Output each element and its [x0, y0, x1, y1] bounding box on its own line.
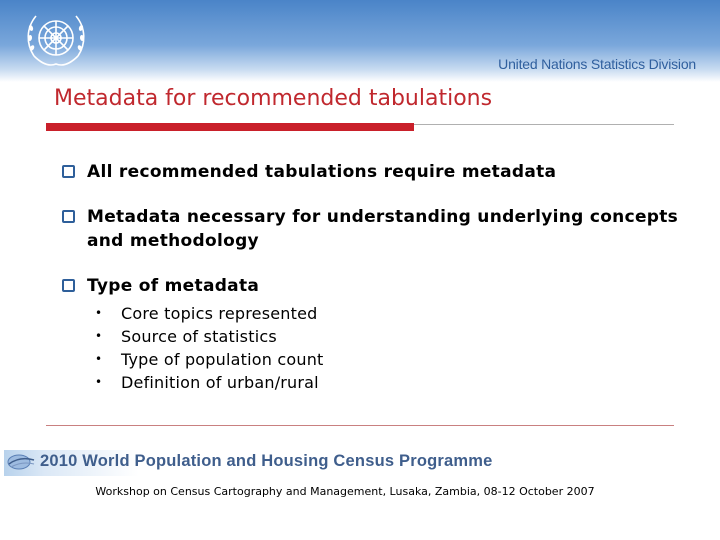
sub-bullet-text: Type of population count [121, 350, 324, 369]
bullet-dot-icon: • [95, 352, 103, 366]
bullet-dot-icon: • [95, 306, 103, 320]
sub-bullet-item [95, 325, 702, 348]
bullet-list [62, 160, 702, 394]
bullet-item [62, 274, 702, 394]
workshop-caption: Workshop on Census Cartography and Management, Lusaka, Zambia, 08-12 October 2007 [95, 485, 595, 498]
organization-name: United Nations Statistics Division [498, 56, 696, 72]
sub-bullet-item [95, 348, 702, 371]
checkbox-bullet-icon [62, 210, 75, 223]
bullet-text: Metadata necessary for understanding underlying concepts and methodology [87, 207, 679, 251]
sub-bullet-item [95, 371, 702, 394]
sub-bullet-item [95, 302, 702, 325]
slide-title: Metadata for recommended tabulations [54, 86, 493, 111]
sub-bullet-text: Source of statistics [121, 327, 277, 346]
bullet-item [62, 205, 702, 253]
un-emblem-icon [18, 6, 94, 76]
footer-divider [46, 425, 674, 426]
programme-title: 2010 World Population and Housing Census Programme [40, 452, 493, 470]
sub-bullet-text: Definition of urban/rural [121, 373, 319, 392]
bullet-text: All recommended tabulations require metadata [87, 162, 557, 182]
bullet-dot-icon: • [95, 329, 103, 343]
globe-swoosh-icon [6, 453, 36, 471]
sub-bullet-list [87, 302, 702, 394]
bullet-text: Type of metadata [87, 276, 260, 296]
bullet-item [62, 160, 702, 184]
sub-bullet-text: Core topics represented [121, 304, 318, 323]
checkbox-bullet-icon [62, 165, 75, 178]
title-accent-bar [46, 123, 414, 131]
bullet-dot-icon: • [95, 375, 103, 389]
checkbox-bullet-icon [62, 279, 75, 292]
